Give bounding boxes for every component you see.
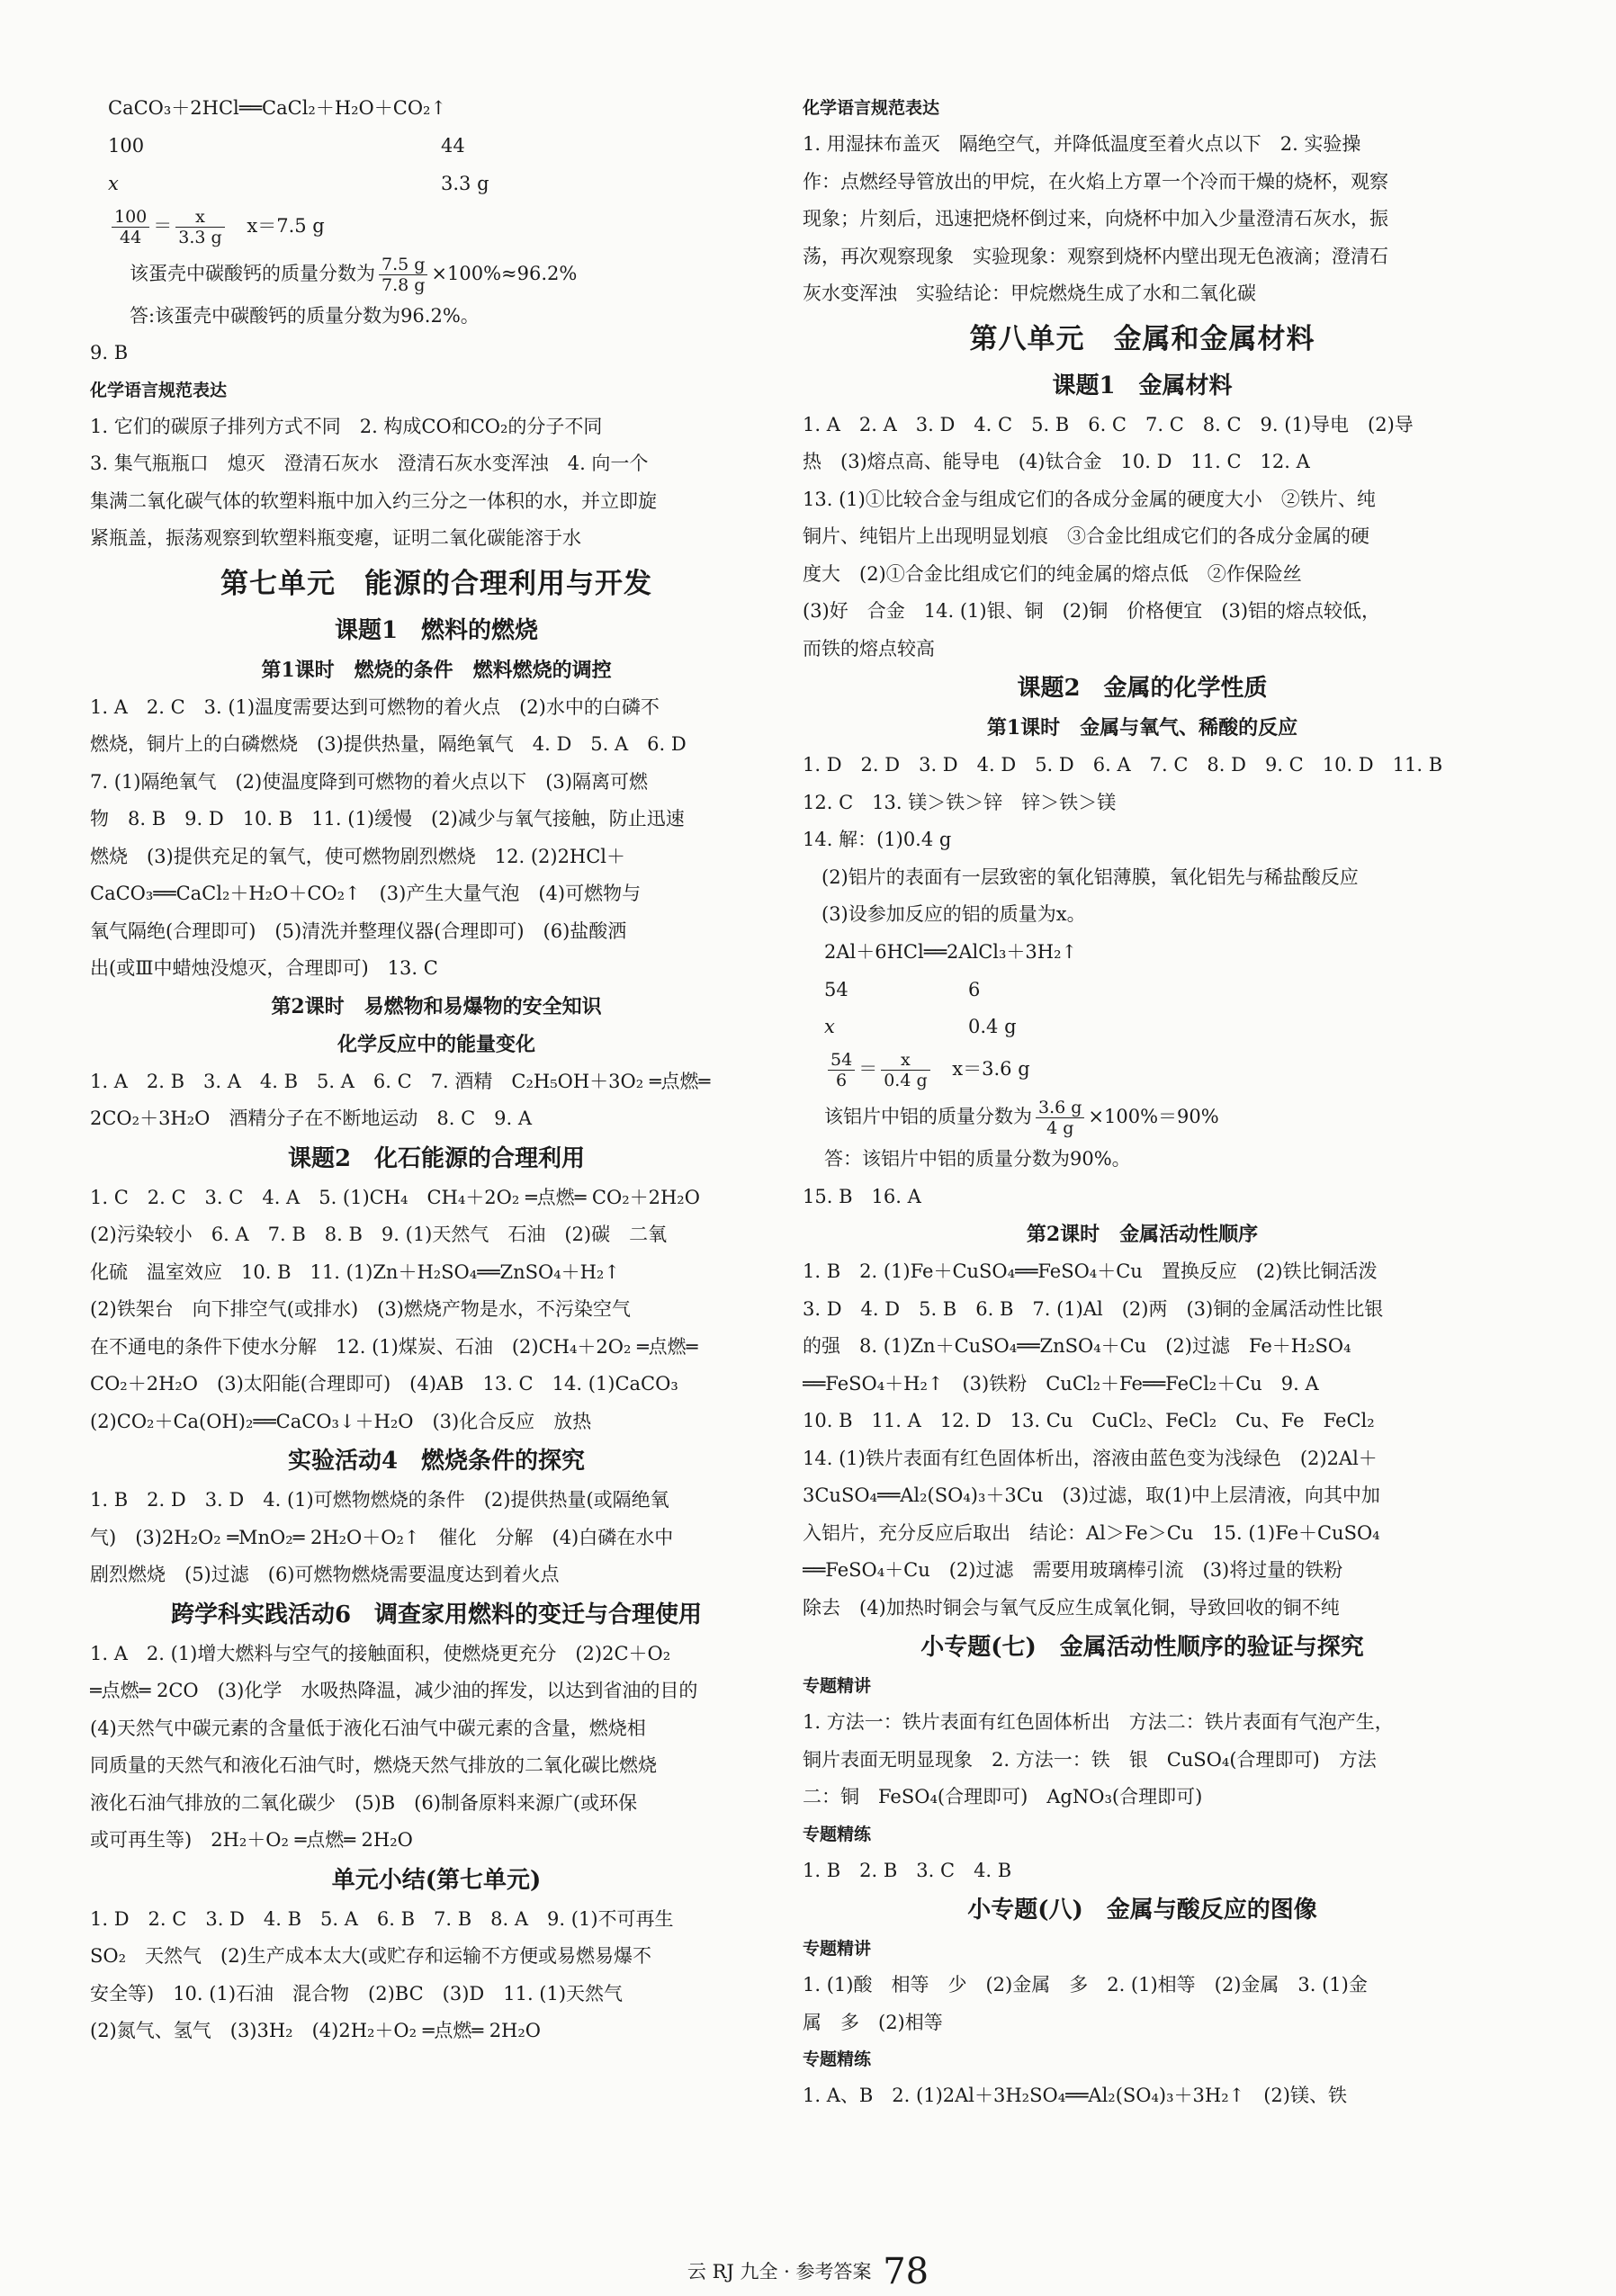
- answer-line: 灰水变浑浊 实验结论：甲烷燃烧生成了水和二氧化碳: [803, 283, 1256, 304]
- answer-line: 14. 解：(1)0.4 g: [803, 829, 952, 850]
- topic-title: 课题1 燃料的燃烧: [334, 616, 539, 644]
- answer-line: 7. (1)隔绝氧气 (2)使温度降到可燃物的着火点以下 (3)隔离可燃: [90, 770, 648, 793]
- answer-line: 铜片表面无明显现象 2. 方法一：铁 银 CuSO₄(合理即可) 方法: [803, 1748, 1377, 1771]
- right-column: [803, 90, 1482, 2115]
- section-heading: 专题精练: [803, 1824, 872, 1844]
- answer-line: 1. (1)酸 相等 少 (2)金属 多 2. (1)相等 (2)金属 3. (1)金: [803, 1974, 1368, 1996]
- expr-block: [803, 126, 1482, 313]
- answer-line: 物 8. B 9. D 10. B 11. (1)缓慢 (2)减少与氧气接触，防止迅速: [90, 808, 685, 830]
- lesson-title: 第1课时 燃烧的条件 燃料燃烧的调控: [261, 658, 612, 682]
- answer-line: 2CO₂＋3H₂O 酒精分子在不断地运动 8. C 9. A: [90, 1108, 533, 1129]
- answer-line: 燃烧，铜片上的白磷燃烧 (3)提供热量，隔绝氧气 4. D 5. A 6. D: [90, 733, 687, 755]
- answer-line: 1. B 2. (1)Fe＋CuSO₄══FeSO₄＋Cu 置换反应 (2)铁比铜活泼: [803, 1260, 1378, 1282]
- answer-line: 1. A 2. A 3. D 4. C 5. B 6. C 7. C 8. C 9. (1)导电 (2)导: [803, 413, 1414, 435]
- lesson-title: 第1课时 金属与氧气、稀酸的反应: [986, 716, 1298, 740]
- answer-line: 入铝片，充分反应后取出 结论：Al＞Fe＞Cu 15. (1)Fe＋CuSO₄: [803, 1521, 1380, 1544]
- answer-line: CaCO₃══CaCl₂＋H₂O＋CO₂↑ (3)产生大量气泡 (4)可燃物与: [90, 883, 642, 904]
- calc-mass-table: [108, 128, 489, 202]
- answer-block: [90, 689, 765, 988]
- answer-line: 现象；片刻后，迅速把烧杯倒过来，向烧杯中加入少量澄清石灰水，振: [803, 208, 1388, 229]
- answer-line: ══FeSO₄＋H₂↑ (3)铁粉 CuCl₂＋Fe══FeCl₂＋Cu 9. A: [803, 1372, 1319, 1395]
- answer-line: 除去 (4)加热时铜会与氧气反应生成氧化铜，导致回收的铜不纯: [803, 1596, 1340, 1619]
- answer-line: (2)铝片的表面有一层致密的氧化铝薄膜，氧化铝先与稀盐酸反应: [803, 865, 1359, 888]
- answer-line: 3. D 4. D 5. B 6. B 7. (1)Al (2)两 (3)铜的金属活动性比银: [803, 1297, 1384, 1320]
- answer-block: [803, 1967, 1482, 2041]
- answer-line: 1. 用湿抹布盖灭 隔绝空气，并降低温度至着火点以下 2. 实验操: [803, 133, 1361, 155]
- answer-line: 答:该蛋壳中碳酸钙的质量分数为96.2%。: [130, 304, 480, 327]
- answer-line: 而铁的熔点较高: [803, 637, 935, 659]
- answer-line: 安全等) 10. (1)石油 混合物 (2)BC (3)D 11. (1)天然气: [90, 1982, 624, 2005]
- percent-line: 该铝片中铝的质量分数为 $\frac{3.6 g}{4 g}$ ×100%＝90%: [824, 1098, 1219, 1138]
- answer-line: 荡，再次观察现象 实验现象：观察到烧杯内壁出现无色液滴；澄清石: [803, 245, 1388, 267]
- answer-line: 集满二氧化碳气体的软塑料瓶中加入约三分之一体积的水，并立即旋: [90, 489, 657, 512]
- percent-line: 该蛋壳中碳酸钙的质量分数为 $\frac{7.5 g}{7.8 g}$ ×100%≈96.2%: [130, 254, 578, 295]
- answer-block: [90, 1063, 765, 1138]
- answer-line: 出(或Ⅲ中蜡烛没熄灭，合理即可) 13. C: [90, 957, 438, 979]
- molar-mass: 54: [824, 978, 848, 1000]
- section-heading: 专题精练: [803, 2049, 872, 2069]
- answer-line: 1. D 2. C 3. D 4. B 5. A 6. B 7. B 8. A 9. (1)不可再生: [90, 1907, 674, 1930]
- answer-block: [803, 747, 1482, 934]
- given-mass: 3.3 g: [441, 172, 489, 194]
- answer-line: CO₂＋2H₂O (3)太阳能(合理即可) (4)AB 13. C 14. (1)CaCO₃: [90, 1373, 678, 1395]
- fraction: $\frac{x}{3.3 g}$: [175, 207, 224, 247]
- topic-title: 课题2 化石能源的合理利用: [287, 1144, 586, 1172]
- answer-line: (2)CO₂＋Ca(OH)₂══CaCO₃↓＋H₂O (3)化合反应 放热: [90, 1410, 592, 1432]
- answer-line: 12. C 13. 镁＞铁＞锌 锌＞铁＞镁: [803, 791, 1117, 813]
- answer-line: 答：该铝片中铝的质量分数为90%。: [824, 1148, 1131, 1170]
- section-heading: 化学语言规范表达: [90, 380, 228, 400]
- answer-line: 在不通电的条件下使水分解 12. (1)煤炭、石油 (2)CH₄＋2O₂ ═点燃═: [90, 1335, 698, 1358]
- fraction: $\frac{100}{44}$: [112, 207, 149, 247]
- answer-line: 气) (3)2H₂O₂ ═MnO₂═ 2H₂O＋O₂↑ 催化 分解 (4)白磷在水中: [90, 1526, 674, 1548]
- answer-line: 属 多 (2)相等: [803, 2011, 943, 2033]
- answer-block: [90, 1636, 765, 1860]
- expr-block: [90, 408, 765, 558]
- answer-line: (3)设参加反应的铝的质量为x。: [803, 903, 1086, 925]
- molar-mass: 100: [108, 135, 145, 157]
- answer-line: 紧瓶盖，振荡观察到软塑料瓶变瘪，证明二氧化碳能溶于水: [90, 527, 581, 549]
- footer-label: 云 RJ 九全 · 参考答案: [687, 2261, 872, 2283]
- answer-line: 氧气隔绝(合理即可) (5)清洗并整理仪器(合理即可) (6)盐酸洒: [90, 919, 627, 942]
- fraction: $\frac{x}{0.4 g}$: [881, 1050, 929, 1090]
- variable: x: [108, 172, 119, 194]
- page-number: 78: [883, 2251, 929, 2292]
- lesson-title: 第2课时 金属活动性顺序: [1026, 1223, 1259, 1246]
- solution: x＝7.5 g: [247, 214, 325, 237]
- answer-line: 3. 集气瓶瓶口 熄灭 澄清石灰水 澄清石灰水变浑浊 4. 向一个: [90, 453, 649, 474]
- fraction: $\frac{7.5 g}{7.8 g}$: [379, 255, 427, 295]
- answer-line: 14. (1)铁片表面有红色固体析出，溶液由蓝色变为浅绿色 (2)2Al＋: [803, 1447, 1378, 1469]
- answer-line: 1. 它们的碳原子排列方式不同 2. 构成CO和CO₂的分子不同: [90, 415, 603, 437]
- answer-line: 同质量的天然气和液化石油气时，燃烧天然气排放的二氧化碳比燃烧: [90, 1754, 657, 1776]
- answer-line: (2)氮气、氢气 (3)3H₂ (4)2H₂＋O₂ ═点燃═ 2H₂O: [90, 2020, 542, 2041]
- answer-line: 1. D 2. D 3. D 4. D 5. D 6. A 7. C 8. D 9. C 10. D 11. B: [803, 754, 1443, 776]
- answer-line: ══FeSO₄＋Cu (2)过滤 需要用玻璃棒引流 (3)将过量的铁粉: [803, 1559, 1343, 1581]
- answer-block: [803, 1253, 1482, 1627]
- section-heading: 专题精讲: [803, 1939, 872, 1959]
- fraction: $\frac{54}{6}$: [828, 1050, 855, 1090]
- answer-line: 1. C 2. C 3. C 4. A 5. (1)CH₄ CH₄＋2O₂ ═点燃═ CO₂＋2H₂O: [90, 1186, 700, 1208]
- answer-line: 二：铜 FeSO₄(合理即可) AgNO₃(合理即可): [803, 1786, 1203, 1807]
- ratio-line: $\frac{54}{6}$ ＝ $\frac{x}{0.4 g}$ x＝3.6 g: [824, 1045, 1482, 1092]
- answer-line: 10. B 11. A 12. D 13. Cu CuCl₂、FeCl₂ Cu、Fe FeCl₂: [803, 1410, 1375, 1431]
- unit-title: 第七单元 能源的合理利用与开发: [220, 567, 652, 600]
- given-mass: 0.4 g: [968, 1016, 1017, 1038]
- answer-line: 作：点燃经导管放出的甲烷，在火焰上方罩一个冷而干燥的烧杯，观察: [803, 170, 1388, 193]
- answer-line: 1. 方法一：铁片表面有红色固体析出 方法二：铁片表面有气泡产生，: [803, 1711, 1394, 1733]
- answer-line: 液化石油气排放的二氧化碳少 (5)B (6)制备原料来源广(或环保: [90, 1791, 638, 1814]
- topic-title: 小专题(八) 金属与酸反应的图像: [967, 1897, 1317, 1924]
- calc-equation: CaCO₃＋2HCl══CaCl₂＋H₂O＋CO₂↑: [108, 97, 447, 119]
- answer-line: 的强 8. (1)Zn＋CuSO₄══ZnSO₄＋Cu (2)过滤 Fe＋H₂SO₄: [803, 1335, 1351, 1357]
- left-column: [90, 90, 765, 2050]
- answer-block: [803, 407, 1482, 668]
- answer-line: 热 (3)熔点高、能导电 (4)钛合金 10. D 11. C 12. A: [803, 451, 1310, 472]
- answer-line: 1. A 2. (1)增大燃料与空气的接触面积，使燃烧更充分 (2)2C＋O₂: [90, 1642, 671, 1664]
- answer-line: 剧烈燃烧 (5)过滤 (6)可燃物燃烧需要温度达到着火点: [90, 1564, 560, 1585]
- topic-title: 实验活动4 燃烧条件的探究: [287, 1448, 586, 1475]
- molar-mass: 6: [968, 978, 981, 1000]
- topic-title: 单元小结(第七单元): [331, 1866, 542, 1894]
- answer-line: 1. A 2. B 3. A 4. B 5. A 6. C 7. 酒精 C₂H₅OH＋3O₂ ═点燃═: [90, 1070, 711, 1092]
- answer-line: 15. B 16. A: [803, 1185, 921, 1207]
- answer-line: 化硫 温室效应 10. B 11. (1)Zn＋H₂SO₄══ZnSO₄＋H₂↑: [90, 1260, 620, 1283]
- answer-line: (4)天然气中碳元素的含量低于液化石油气中碳元素的含量，燃烧相: [90, 1717, 646, 1739]
- answer-line: (2)铁架台 向下排空气(或排水) (3)燃烧产物是水，不污染空气: [90, 1298, 631, 1320]
- answer-line: 燃烧 (3)提供充足的氧气，使可燃物剧烈燃烧 12. (2)2HCl＋: [90, 845, 626, 867]
- answer-line: ═点燃═ 2CO (3)化学 水吸热降温，减少油的挥发，以达到省油的目的: [90, 1680, 698, 1701]
- answer-line: (3)好 合金 14. (1)银、铜 (2)铜 价格便宜 (3)铝的熔点较低，: [803, 600, 1381, 622]
- unit-title: 第八单元 金属和金属材料: [969, 322, 1315, 355]
- solution: x＝3.6 g: [952, 1058, 1030, 1080]
- lesson-title: 化学反应中的能量变化: [337, 1032, 535, 1056]
- calc-block: [803, 934, 1482, 1179]
- answer-line: 3CuSO₄══Al₂(SO₄)₃＋3Cu (3)过滤，取(1)中上层清液，向其中加: [803, 1484, 1380, 1506]
- answer-line: 度大 (2)①合金比组成它们的纯金属的熔点低 ②作保险丝: [803, 562, 1302, 585]
- page-footer: [0, 2251, 1616, 2292]
- topic-title: 课题1 金属材料: [1052, 372, 1233, 399]
- variable: x: [824, 1016, 835, 1038]
- answer-block: [803, 1704, 1482, 1816]
- molar-mass: 44: [441, 135, 465, 157]
- calc-equation: 2Al＋6HCl══2AlCl₃＋3H₂↑: [824, 940, 1078, 963]
- answer-line: 1. B 2. B 3. C 4. B: [803, 1859, 1012, 1881]
- answer-line: 1. A 2. C 3. (1)温度需要达到可燃物的着火点 (2)水中的白磷不: [90, 695, 660, 718]
- topic-title: 小专题(七) 金属活动性顺序的验证与探究: [920, 1634, 1364, 1661]
- fraction: $\frac{3.6 g}{4 g}$: [1036, 1098, 1084, 1138]
- answer-line: 1. B 2. D 3. D 4. (1)可燃物燃烧的条件 (2)提供热量(或隔绝氧: [90, 1489, 669, 1511]
- answer-line: SO₂ 天然气 (2)生产成本太大(或贮存和运输不方便或易燃易爆不: [90, 1945, 651, 1967]
- answer-line: 9. B: [90, 342, 129, 363]
- answer-block: [90, 1901, 765, 2050]
- answer-line: 1. A、B 2. (1)2Al＋3H₂SO₄══Al₂(SO₄)₃＋3H₂↑ (2)镁、铁: [803, 2085, 1347, 2106]
- topic-title: 跨学科实践活动6 调查家用燃料的变迁与合理使用: [170, 1601, 703, 1628]
- ratio-line: $\frac{100}{44}$ ＝ $\frac{x}{3.3 g}$ x＝7.5 g: [108, 202, 765, 249]
- answer-line: 或可再生等) 2H₂＋O₂ ═点燃═ 2H₂O: [90, 1829, 413, 1851]
- section-heading: 专题精讲: [803, 1676, 872, 1696]
- answer-line: (2)污染较小 6. A 7. B 8. B 9. (1)天然气 石油 (2)碳 二氧: [90, 1224, 668, 1245]
- calc-mass-table: [824, 971, 1017, 1045]
- answer-line: 铜片、纯铝片上出现明显划痕 ③合金比组成它们的各成分金属的硬: [803, 525, 1369, 547]
- section-heading: 化学语言规范表达: [803, 98, 940, 118]
- answer-block: [90, 1179, 765, 1441]
- lesson-title: 第2课时 易燃物和易爆物的安全知识: [271, 994, 602, 1018]
- answer-line: 13. (1)①比较合金与组成它们的各成分金属的硬度大小 ②铁片、纯: [803, 488, 1376, 510]
- answer-block: [90, 1482, 765, 1594]
- topic-title: 课题2 金属的化学性质: [1017, 675, 1268, 702]
